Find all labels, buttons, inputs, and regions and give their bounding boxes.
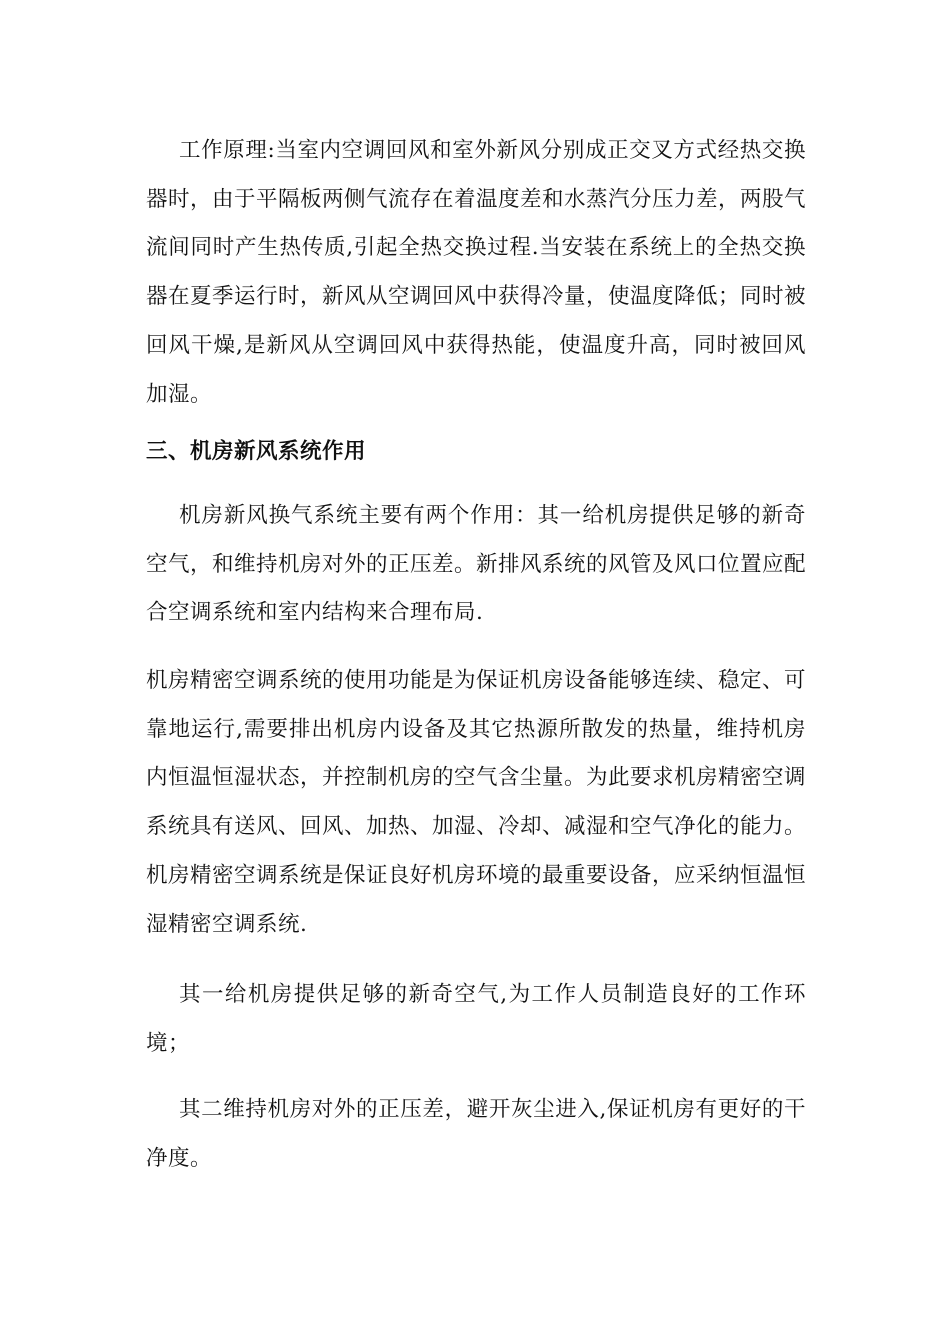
paragraph-precision-ac: 机房精密空调系统的使用功能是为保证机房设备能够连续、稳定、可靠地运行,需要排出机房内设备及其它热源所散发的热量，维持机房内恒温恒湿状态，并控制机房的空气含尘量。为此要求机房精密空调系统具有送风、回风、加热、加湿、冷却、减湿和空气净化的能力。机房精密空调系统是保证良好机房环境的最重要设备，应采纳恒温恒湿精密空调系统. [146,668,807,937]
paragraph-working-principle: 工作原理:当室内空调回风和室外新风分别成正交叉方式经热交换器时，由于平隔板两侧气流存在着温度差和水蒸汽分压力差，两股气流间同时产生热传质,引起全热交换过程.当安装在系统上的全热交换器在夏季运行时，新风从空调回风中获得冷量，使温度降低；同时被回风干燥,是新风从空调回风中获得热能，使温度升高，同时被回风加湿。 [146,138,807,407]
paragraph-function-one: 其一给机房提供足够的新奇空气,为工作人员制造良好的工作环境； [146,982,806,1056]
paragraph-fresh-air-functions: 机房新风换气系统主要有两个作用：其一给机房提供足够的新奇空气，和维持机房对外的正压差。新排风系统的风管及风口位置应配合空调系统和室内结构来合理布局. [146,503,807,626]
section-heading-3: 三、机房新风系统作用 [146,439,367,464]
paragraph-function-two: 其二维持机房对外的正压差，避开灰尘进入,保证机房有更好的干净度。 [146,1097,806,1171]
